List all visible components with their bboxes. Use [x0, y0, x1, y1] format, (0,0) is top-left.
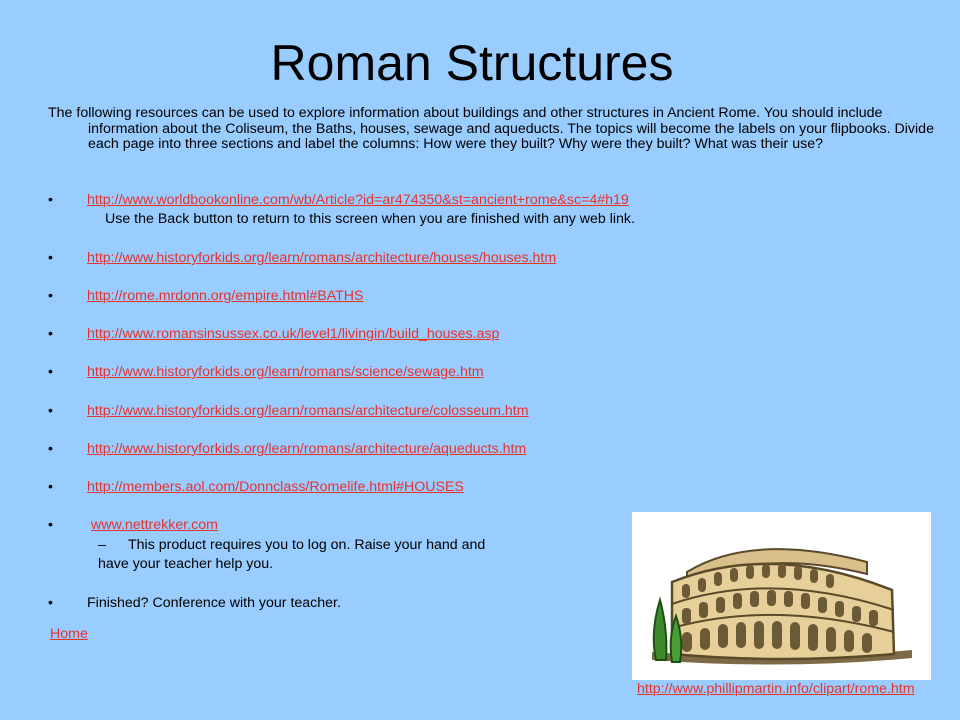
colosseum-clipart [632, 512, 931, 680]
bullet-icon: • [48, 441, 53, 457]
bullet-icon: • [48, 288, 53, 304]
bullet-icon: • [48, 250, 53, 266]
home-link[interactable]: Home [50, 626, 88, 642]
login-note-line1: This product requires you to log on. Raise your hand and [128, 537, 486, 553]
page-title: Roman Structures [270, 35, 674, 91]
login-note-line2: have your teacher help you. [98, 556, 274, 572]
houses-link[interactable]: http://www.historyforkids.org/learn/romans/architecture/houses/houses.htm [87, 250, 557, 266]
intro-paragraph: The following resources can be used to explore information about buildings and other structures in Ancient Rome. You should include information about the Coliseum, the Baths, houses, sewage and aqueducts. The topics will become the labels on your flipbooks. Divide each page into three sections and label the columns: How were they built? Why were they built? What was their use? [48, 105, 934, 152]
romelife-link[interactable]: http://members.aol.com/Donnclass/Romelife.html#HOUSES [87, 479, 464, 495]
colosseum-icon [632, 512, 931, 680]
nettrekker-link[interactable]: www.nettrekker.com [91, 517, 218, 533]
bullet-icon: • [48, 364, 53, 380]
bullet-icon: • [48, 403, 53, 419]
bullet-icon: • [48, 192, 53, 208]
finished-note: Finished? Conference with your teacher. [87, 595, 341, 611]
bullet-icon: • [48, 479, 53, 495]
colosseum-link[interactable]: http://www.historyforkids.org/learn/romans/architecture/colosseum.htm [87, 403, 529, 419]
back-button-note: Use the Back button to return to this screen when you are finished with any web link. [105, 211, 635, 227]
bullet-icon: • [48, 517, 53, 533]
bullet-icon: • [48, 595, 53, 611]
sewage-link[interactable]: http://www.historyforkids.org/learn/romans/science/sewage.htm [87, 364, 484, 380]
bullet-icon: • [48, 326, 53, 342]
baths-link[interactable]: http://rome.mrdonn.org/empire.html#BATHS [87, 288, 364, 304]
sub-bullet-dash: – [98, 537, 106, 553]
worldbook-link[interactable]: http://www.worldbookonline.com/wb/Article?id=ar474350&st=ancient+rome&sc=4#h19 [87, 192, 629, 208]
clipart-credit-link[interactable]: http://www.phillipmartin.info/clipart/rome.htm [637, 681, 915, 697]
aqueducts-link[interactable]: http://www.historyforkids.org/learn/romans/architecture/aqueducts.htm [87, 441, 527, 457]
romans-in-sussex-link[interactable]: http://www.romansinsussex.co.uk/level1/livingin/build_houses.asp [87, 326, 500, 342]
